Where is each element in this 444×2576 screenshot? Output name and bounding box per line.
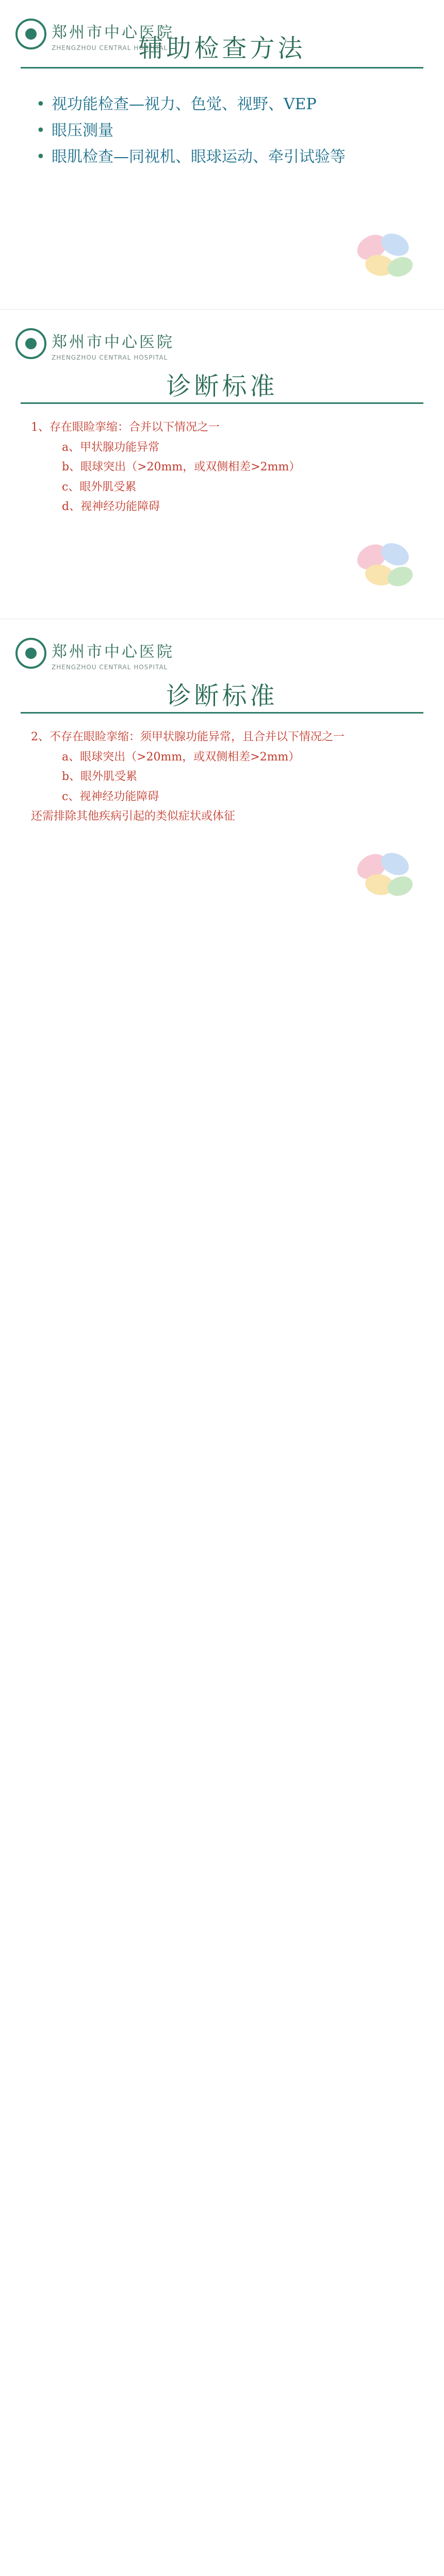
list-item: b、眼外肌受累 (62, 770, 138, 783)
slide-aux-exam (0, 0, 444, 309)
bullet-item: • 眼压测量 (36, 119, 413, 142)
slide-title: 诊断标准 (166, 682, 278, 710)
bullet-item: • 视功能检查—视力、色觉、视野、VEP (36, 93, 413, 116)
hospital-subtitle: ZHENGZHOU CENTRAL HOSPITAL (52, 664, 168, 671)
slide-diagnosis-2 (0, 619, 444, 928)
slide-title: 辅助检查方法 (138, 34, 306, 63)
list-item: c、眼外肌受累 (62, 480, 137, 494)
slide-title: 诊断标准 (166, 372, 278, 401)
hospital-name: 郑州市中心医院 (52, 24, 174, 42)
note-text: 还需排除其他疾病引起的类似症状或体征 (31, 810, 236, 823)
hospital-text (52, 639, 227, 671)
hospital-subtitle: ZHENGZHOU CENTRAL HOSPITAL (52, 354, 168, 361)
hospital-logo-icon (15, 328, 46, 359)
hospital-header (0, 635, 227, 676)
title-divider (21, 402, 423, 404)
title-divider (21, 712, 423, 714)
leaf-icon (346, 222, 423, 289)
slide-diagnosis-1 (0, 309, 444, 619)
lead-text: 1、存在眼睑挛缩：合并以下情况之一 (31, 421, 220, 434)
hospital-header (0, 325, 227, 366)
list-item: d、视神经功能障碍 (62, 500, 160, 513)
hospital-name: 郑州市中心医院 (52, 333, 174, 351)
hospital-name: 郑州市中心医院 (52, 643, 174, 661)
list-item: c、视神经功能障碍 (62, 790, 159, 803)
leaf-icon (346, 531, 423, 598)
hospital-subtitle: ZHENGZHOU CENTRAL HOSPITAL (52, 44, 168, 52)
bullet-item: • 眼肌检查—同视机、眼球运动、牵引试验等 (36, 145, 413, 168)
leaf-icon (346, 841, 423, 908)
diagnosis-content (31, 727, 413, 827)
diagnosis-content (31, 418, 413, 517)
list-item: b、眼球突出（>20mm，或双侧相差>2mm） (62, 461, 301, 473)
bullet-list (36, 93, 413, 172)
lead-text: 2、不存在眼睑挛缩：须甲状腺功能异常，且合并以下情况之一 (31, 731, 344, 743)
list-item: a、甲状腺功能异常 (62, 440, 160, 454)
title-divider (21, 67, 423, 69)
hospital-logo-icon (15, 638, 46, 669)
list-item: a、眼球突出（>20mm，或双侧相差>2mm） (62, 750, 300, 764)
hospital-text (52, 329, 227, 361)
